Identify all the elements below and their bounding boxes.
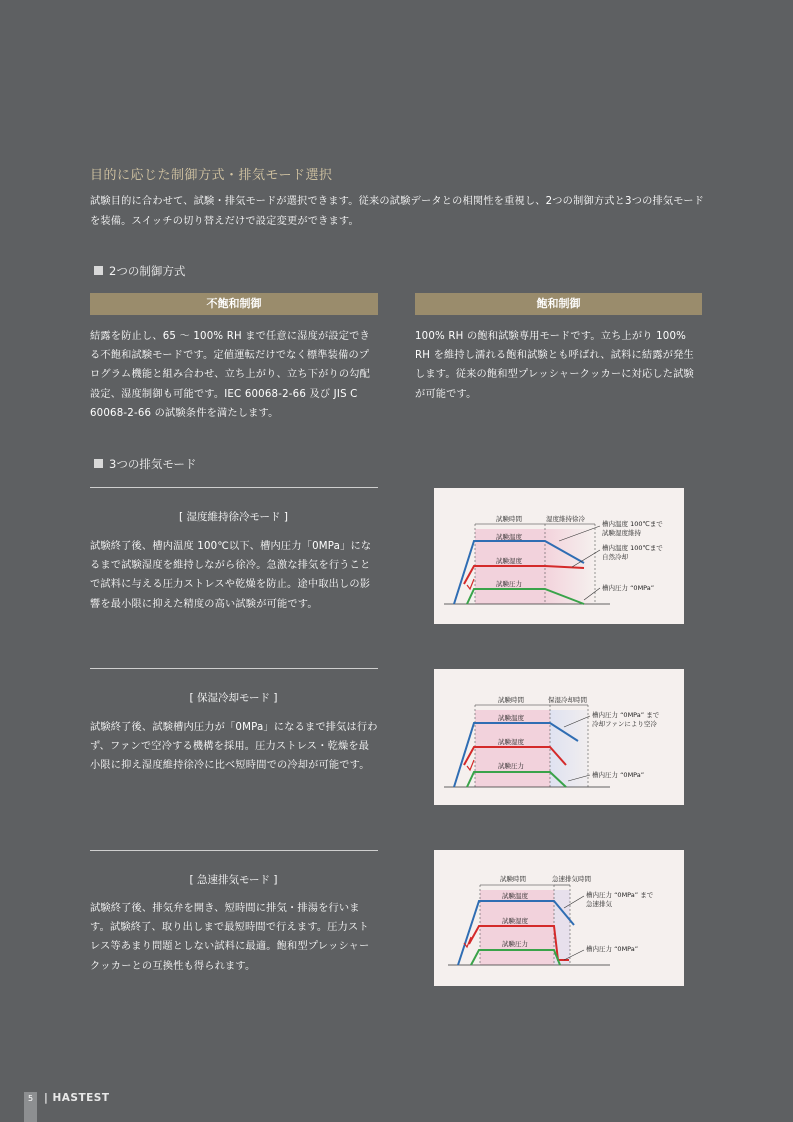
band-label: 試験温度 <box>498 714 524 722</box>
period-label: 湿度維持徐冷 <box>546 515 585 523</box>
band-label: 試験温度 <box>502 892 528 900</box>
control-section-label: 2つの制御方式 <box>109 264 186 278</box>
band-label: 試験圧力 <box>498 762 524 770</box>
band-label: 試験圧力 <box>502 940 528 948</box>
humidity-slow-cool-chart <box>434 488 684 624</box>
period-label: 試験時間 <box>498 696 524 704</box>
square-bullet-icon <box>94 266 103 275</box>
note-text: 槽内圧力 “0MPa” <box>592 771 645 779</box>
exhaust-section-title <box>94 456 196 472</box>
intro-text: 試験目的に合わせて、試験・排気モードが選択できます。従来の試験データとの相関性を重視し、2つの制御方式と3つの排気モードを装備。スイッチの切り替えだけで設定変更ができます。 <box>90 196 704 227</box>
divider <box>90 668 378 669</box>
note-text: 槽内圧力 “0MPa” <box>602 584 655 592</box>
period-label: 試験時間 <box>500 875 526 883</box>
exhaust-period-area <box>550 710 588 787</box>
humidity-keep-cooling-chart <box>434 669 684 805</box>
mode-text: 試験終了後、槽内温度 100℃以下、槽内圧力「0MPa」になるまで試験湿度を維持しながら徐冷。急激な排気を行うことで試料に与える圧力ストレスや乾燥を防止。途中取出しの影響を最小限に抑えた精度の高い試験が可能です。 <box>90 541 372 610</box>
unsaturated-control-header: 不飽和制御 <box>90 293 378 315</box>
band-label: 試験温度 <box>496 533 522 541</box>
note-text: 槽内圧力 “0MPa” <box>586 945 639 953</box>
brand-footer: | HASTEST <box>44 1092 110 1104</box>
note-text: 自然冷却 <box>602 553 628 561</box>
mode-title: [ 湿度維持徐冷モード ] <box>179 511 288 523</box>
unsaturated-control-text: 結露を防止し、65 ～ 100% RH まで任意に湿度が設定できる不飽和試験モードです。定値運転だけでなく標準装備のプログラム機能と組み合わせ、立ち上がり、立ち下がりの勾配設定、湿度制御も可能です。IEC 60068-2-66 及び JIS C 60068-2-66 の試験条件を満たします。 <box>90 331 371 419</box>
exhaust-section-label: 3つの排気モード <box>109 457 197 471</box>
page-number: 5 <box>27 1094 34 1103</box>
period-label: 急速排気時間 <box>552 875 591 883</box>
note-text: 槽内圧力 “0MPa” まで <box>586 891 654 899</box>
period-label: 保湿冷却時間 <box>548 696 587 704</box>
rapid-exhaust-chart <box>434 850 684 986</box>
mode-title: [ 急速排気モード ] <box>189 874 278 886</box>
note-text: 冷却ファンにより空冷 <box>592 720 657 728</box>
note-text: 槽内温度 100℃まで <box>602 544 663 552</box>
check-mark-icon <box>467 760 474 770</box>
note-text: 急速排気 <box>586 900 612 908</box>
divider <box>90 850 378 851</box>
mode-title: [ 保湿冷却モード ] <box>189 692 278 704</box>
square-bullet-icon <box>94 459 103 468</box>
band-label: 試験湿度 <box>502 917 528 925</box>
band-label: 試験湿度 <box>498 738 524 746</box>
band-label: 試験湿度 <box>496 557 522 565</box>
saturated-control-text: 100% RH の飽和試験専用モードです。立ち上がり 100% RH を維持し濡れる飽和試験とも呼ばれ、試料に結露が発生します。従来の飽和型プレッシャークッカーに対応した試験が可能です。 <box>415 331 694 400</box>
period-label: 試験時間 <box>496 515 522 523</box>
saturated-control-header: 飽和制御 <box>415 293 702 315</box>
note-text: 槽内温度 100℃まで <box>602 520 663 528</box>
note-text: 槽内圧力 “0MPa” まで <box>592 711 660 719</box>
mode-text: 試験終了後、試験槽内圧力が「0MPa」になるまで排気は行わず、ファンで空冷する機構を採用。圧力ストレス・乾燥を最小限に抑え湿度維持徐冷に比べ短時間での冷却が可能です。 <box>90 722 378 772</box>
control-section-title <box>94 263 185 279</box>
check-mark-icon <box>467 579 474 589</box>
page-heading: 目的に応じた制御方式・排気モード選択 <box>90 168 333 183</box>
mode-text: 試験終了後、排気弁を開き、短時間に排気・排湯を行います。試験終了、取り出しまで最短時間で行えます。圧力ストレス等あまり問題としない試料に最適。飽和型プレッシャークッカーとの互換性も得られます。 <box>90 903 370 972</box>
note-text: 試験湿度維持 <box>602 529 641 537</box>
divider <box>90 487 378 488</box>
band-label: 試験圧力 <box>496 580 522 588</box>
